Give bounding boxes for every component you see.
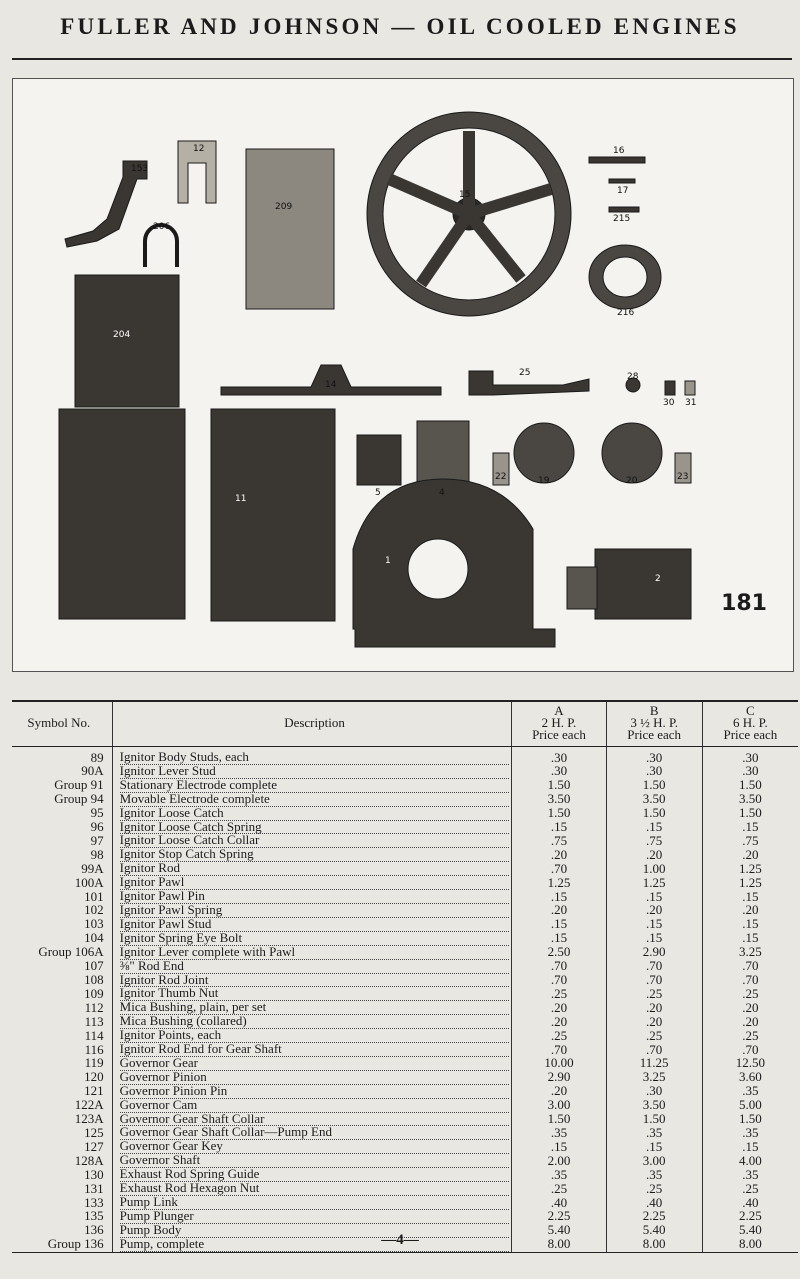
price-b-cell: 11.25 <box>606 1057 702 1071</box>
label-28: 28 <box>627 372 639 382</box>
symbol-cell: 136 <box>12 1224 112 1238</box>
price-a-cell: .40 <box>512 1196 606 1210</box>
cam-part-2 <box>602 423 662 483</box>
price-b-cell: 3.00 <box>606 1154 702 1168</box>
plate-number: 181 <box>721 591 767 616</box>
cylinder-head-part <box>595 549 691 619</box>
price-b-cell: .15 <box>606 932 702 946</box>
price-c-cell: 5.40 <box>739 1222 762 1238</box>
price-a-cell: 3.00 <box>512 1099 606 1113</box>
description-cell: Ignitor Pawl Pin <box>112 890 512 904</box>
label-153: 153 <box>131 164 149 174</box>
symbol-cell: 109 <box>12 987 112 1001</box>
symbol-cell: 99A <box>12 862 112 876</box>
description-cell: Ignitor Stop Catch Spring <box>112 848 512 862</box>
price-c-cell: .25 <box>742 1027 759 1043</box>
price-b-cell: 2.90 <box>606 946 702 960</box>
price-c-cell: 1.50 <box>739 777 762 793</box>
price-b-cell: .25 <box>606 1029 702 1043</box>
description-cell: ⅜" Rod End <box>112 960 512 974</box>
description-cell: Ignitor Lever Stud <box>112 765 512 779</box>
description-cell: Governor Gear Shaft Collar—Pump End <box>112 1126 512 1140</box>
description-cell: Ignitor Thumb Nut <box>112 987 512 1001</box>
header-col-a: A 2 H. P. Price each <box>512 701 606 747</box>
oil-tank-part <box>246 149 334 309</box>
symbol-cell: 113 <box>12 1015 112 1029</box>
page-title: FULLER AND JOHNSON — OIL COOLED ENGINES <box>60 14 740 39</box>
price-c-cell: 3.50 <box>739 791 762 807</box>
price-b-cell: .20 <box>606 904 702 918</box>
price-a-cell: .20 <box>512 1015 606 1029</box>
symbol-cell: 98 <box>12 848 112 862</box>
price-c-cell: .20 <box>742 846 759 862</box>
description-cell: Mica Bushing (collared) <box>112 1015 512 1029</box>
price-a-cell: .35 <box>512 1126 606 1140</box>
price-b-cell: 2.25 <box>606 1210 702 1224</box>
bolt-part <box>589 157 645 163</box>
price-c-cell: .70 <box>742 972 759 987</box>
cover-plate-part <box>357 435 401 485</box>
price-a-cell: .25 <box>512 1182 606 1196</box>
price-c-cell: 4.00 <box>739 1152 762 1168</box>
description-cell: Ignitor Rod <box>112 862 512 876</box>
description-cell: Governor Cam <box>112 1099 512 1113</box>
cam-part <box>514 423 574 483</box>
price-a-cell: .20 <box>512 1085 606 1099</box>
description-cell: Ignitor Pawl Stud <box>112 918 512 932</box>
price-c-cell: .40 <box>742 1194 759 1210</box>
label-17: 17 <box>617 186 629 196</box>
label-25: 25 <box>519 368 531 378</box>
price-c-cell: 2.25 <box>739 1208 762 1224</box>
collar-part <box>665 381 675 395</box>
price-a-cell: 1.50 <box>512 1113 606 1127</box>
description-cell: Pump Plunger <box>112 1210 512 1224</box>
symbol-cell: 97 <box>12 834 112 848</box>
price-b-cell: .15 <box>606 918 702 932</box>
symbol-cell: 101 <box>12 890 112 904</box>
price-c-cell: .15 <box>742 819 759 835</box>
description-cell: Ignitor Spring Eye Bolt <box>112 932 512 946</box>
price-a-cell: .15 <box>512 1140 606 1154</box>
price-c-cell: .25 <box>742 985 759 1001</box>
price-c-cell: .20 <box>742 902 759 918</box>
price-c-cell: .15 <box>742 1138 759 1154</box>
description-cell: Pump Link <box>112 1196 512 1210</box>
price-a-cell: .15 <box>512 890 606 904</box>
price-a-cell: 5.40 <box>512 1224 606 1238</box>
label-23: 23 <box>677 472 689 482</box>
symbol-cell: Group 91 <box>12 779 112 793</box>
label-16: 16 <box>613 146 625 156</box>
table-header-row <box>12 701 798 747</box>
symbol-cell: 104 <box>12 932 112 946</box>
price-a-cell: .15 <box>512 918 606 932</box>
price-b-cell: 1.50 <box>606 1113 702 1127</box>
description-cell: Ignitor Loose Catch Spring <box>112 821 512 835</box>
description-cell: Movable Electrode complete <box>112 793 512 807</box>
parts-price-table <box>12 700 798 1253</box>
label-1: 1 <box>385 556 391 566</box>
price-b-cell: 1.00 <box>606 862 702 876</box>
price-c-cell: 1.25 <box>739 874 762 890</box>
price-c-cell: .70 <box>742 958 759 974</box>
header-rule <box>12 58 792 60</box>
symbol-cell: 127 <box>12 1140 112 1154</box>
price-a-cell: .20 <box>512 904 606 918</box>
description-cell: Ignitor Rod End for Gear Shaft <box>112 1043 512 1057</box>
price-c-cell: .35 <box>742 1166 759 1182</box>
label-30: 30 <box>663 398 675 408</box>
stud-part <box>609 207 639 212</box>
price-b-cell: .15 <box>606 1140 702 1154</box>
label-206: 206 <box>153 222 171 232</box>
description-cell: Ignitor Loose Catch <box>112 807 512 821</box>
price-b-cell: .20 <box>606 848 702 862</box>
price-a-cell: 10.00 <box>512 1057 606 1071</box>
price-a-cell: .70 <box>512 974 606 988</box>
collar-part-2 <box>685 381 695 395</box>
description-cell: Ignitor Pawl <box>112 876 512 890</box>
price-c-cell: .30 <box>742 763 759 779</box>
price-b-cell: 1.50 <box>606 779 702 793</box>
symbol-cell: 133 <box>12 1196 112 1210</box>
symbol-cell: 121 <box>12 1085 112 1099</box>
description-cell: Pump, complete <box>112 1238 512 1252</box>
parts-photo <box>12 78 794 672</box>
price-c-cell: .20 <box>742 999 759 1015</box>
hopper-lower-part <box>59 409 185 619</box>
price-c-cell: 3.25 <box>739 944 762 960</box>
price-a-cell: 2.50 <box>512 946 606 960</box>
description-cell: Ignitor Loose Catch Collar <box>112 834 512 848</box>
price-c-cell: 1.50 <box>739 805 762 821</box>
price-c-cell: 12.50 <box>735 1055 765 1071</box>
price-a-cell: .35 <box>512 1168 606 1182</box>
price-b-cell: .70 <box>606 960 702 974</box>
price-b-cell: .15 <box>606 890 702 904</box>
price-b-cell: .40 <box>606 1196 702 1210</box>
price-c-cell: .30 <box>742 749 759 765</box>
price-c-cell: .20 <box>742 1013 759 1029</box>
label-20: 20 <box>626 476 638 486</box>
symbol-cell: 100A <box>12 876 112 890</box>
symbol-cell: 95 <box>12 807 112 821</box>
price-b-cell: .20 <box>606 1015 702 1029</box>
symbol-cell: 116 <box>12 1043 112 1057</box>
symbol-cell: 130 <box>12 1168 112 1182</box>
description-cell: Pump Body <box>112 1224 512 1238</box>
description-cell: Mica Bushing, plain, per set <box>112 1001 512 1015</box>
label-5: 5 <box>375 488 381 498</box>
price-a-cell: 3.50 <box>512 793 606 807</box>
symbol-cell: 108 <box>12 974 112 988</box>
label-204: 204 <box>113 330 131 340</box>
symbol-cell: 103 <box>12 918 112 932</box>
price-c-cell: .35 <box>742 1124 759 1140</box>
description-cell: Ignitor Lever complete with Pawl <box>112 946 512 960</box>
description-cell: Governor Shaft <box>112 1154 512 1168</box>
price-b-cell: .30 <box>606 747 702 765</box>
price-a-cell: 2.90 <box>512 1071 606 1085</box>
price-b-cell: 1.50 <box>606 807 702 821</box>
price-c-cell: 5.00 <box>739 1097 762 1113</box>
symbol-cell: 107 <box>12 960 112 974</box>
symbol-cell: 120 <box>12 1071 112 1085</box>
price-b-cell: .70 <box>606 1043 702 1057</box>
symbol-cell: Group 94 <box>12 793 112 807</box>
price-a-cell: .15 <box>512 932 606 946</box>
price-c-cell: .75 <box>742 832 759 848</box>
symbol-cell: 96 <box>12 821 112 835</box>
description-cell: Ignitor Body Studs, each <box>112 747 512 765</box>
description-cell: Governor Gear <box>112 1057 512 1071</box>
description-cell: Governor Pinion Pin <box>112 1085 512 1099</box>
label-31: 31 <box>685 398 697 408</box>
price-a-cell: .15 <box>512 821 606 835</box>
gasket-plate-part <box>417 421 469 483</box>
price-b-cell: 8.00 <box>606 1238 702 1252</box>
price-b-cell: 3.50 <box>606 1099 702 1113</box>
price-a-cell: .70 <box>512 960 606 974</box>
price-c-cell: .15 <box>742 930 759 946</box>
symbol-cell: 131 <box>12 1182 112 1196</box>
price-a-cell: .25 <box>512 987 606 1001</box>
price-a-cell: 1.25 <box>512 876 606 890</box>
price-a-cell: .70 <box>512 1043 606 1057</box>
price-a-cell: .25 <box>512 1029 606 1043</box>
header-symbol: Symbol No. <box>12 701 112 747</box>
symbol-cell: 89 <box>12 747 112 765</box>
price-b-cell: .30 <box>606 765 702 779</box>
label-14: 14 <box>325 380 337 390</box>
price-b-cell: 5.40 <box>606 1224 702 1238</box>
price-b-cell: 3.25 <box>606 1071 702 1085</box>
description-cell: Governor Gear Key <box>112 1140 512 1154</box>
description-cell: Ignitor Rod Joint <box>112 974 512 988</box>
label-22: 22 <box>495 472 507 482</box>
label-11: 11 <box>235 494 247 504</box>
price-a-cell: .20 <box>512 848 606 862</box>
price-a-cell: 2.25 <box>512 1210 606 1224</box>
price-b-cell: 1.25 <box>606 876 702 890</box>
price-a-cell: 1.50 <box>512 807 606 821</box>
header-description: Description <box>112 701 512 747</box>
symbol-cell: 122A <box>12 1099 112 1113</box>
symbol-cell: 112 <box>12 1001 112 1015</box>
symbol-cell: 125 <box>12 1126 112 1140</box>
price-a-cell: .30 <box>512 747 606 765</box>
price-a-cell: 2.00 <box>512 1154 606 1168</box>
price-b-cell: .30 <box>606 1085 702 1099</box>
description-cell: Governor Pinion <box>112 1071 512 1085</box>
parts-illustration <box>13 79 793 671</box>
label-2: 2 <box>655 574 661 584</box>
price-a-cell: .70 <box>512 862 606 876</box>
price-b-cell: .35 <box>606 1126 702 1140</box>
price-a-cell: 1.50 <box>512 779 606 793</box>
price-c-cell: .15 <box>742 888 759 904</box>
price-c-cell: 8.00 <box>702 1238 798 1252</box>
header-col-b: B 3 ½ H. P. Price each <box>606 701 702 747</box>
symbol-cell: 123A <box>12 1113 112 1127</box>
page-number: —4— <box>381 1232 419 1248</box>
label-215: 215 <box>613 214 631 224</box>
price-c-cell: 3.60 <box>739 1069 762 1085</box>
cylinder-jacket-part <box>211 409 335 621</box>
symbol-cell: Group 106A <box>12 946 112 960</box>
symbol-cell: 114 <box>12 1029 112 1043</box>
price-c-cell: .15 <box>742 916 759 932</box>
price-a-cell: 8.00 <box>512 1238 606 1252</box>
price-b-cell: .20 <box>606 1001 702 1015</box>
price-a-cell: .30 <box>512 765 606 779</box>
pin-part <box>609 179 635 183</box>
label-4: 4 <box>439 488 445 498</box>
price-b-cell: .70 <box>606 974 702 988</box>
price-b-cell: .25 <box>606 1182 702 1196</box>
price-b-cell: .25 <box>606 987 702 1001</box>
price-b-cell: .15 <box>606 821 702 835</box>
description-cell: Exhaust Rod Spring Guide <box>112 1168 512 1182</box>
description-cell: Exhaust Rod Hexagon Nut <box>112 1182 512 1196</box>
price-a-cell: .20 <box>512 1001 606 1015</box>
price-c-cell: .25 <box>742 1180 759 1196</box>
symbol-cell: Group 136 <box>12 1238 112 1252</box>
symbol-cell: 102 <box>12 904 112 918</box>
price-c-cell: 1.50 <box>739 1111 762 1127</box>
label-12: 12 <box>193 144 205 154</box>
hopper-upper-part <box>75 275 179 407</box>
label-216: 216 <box>617 308 635 318</box>
description-cell: Stationary Electrode complete <box>112 779 512 793</box>
flywheel-part <box>367 112 571 316</box>
price-b-cell: .35 <box>606 1168 702 1182</box>
symbol-cell: 119 <box>12 1057 112 1071</box>
symbol-cell: 90A <box>12 765 112 779</box>
price-c-cell: .35 <box>742 1083 759 1099</box>
header-col-c: C 6 H. P. Price each <box>702 701 798 747</box>
price-b-cell: 3.50 <box>606 793 702 807</box>
description-cell: Ignitor Points, each <box>112 1029 512 1043</box>
symbol-cell: 128A <box>12 1154 112 1168</box>
price-a-cell: .75 <box>512 834 606 848</box>
label-19: 19 <box>538 476 550 486</box>
symbol-cell: 135 <box>12 1210 112 1224</box>
price-c-cell: 1.25 <box>739 860 762 876</box>
label-15: 15 <box>459 190 471 200</box>
description-cell: Governor Gear Shaft Collar <box>112 1113 512 1127</box>
price-b-cell: .75 <box>606 834 702 848</box>
price-c-cell: .70 <box>742 1041 759 1057</box>
description-cell: Ignitor Pawl Spring <box>112 904 512 918</box>
label-209: 209 <box>275 202 293 212</box>
